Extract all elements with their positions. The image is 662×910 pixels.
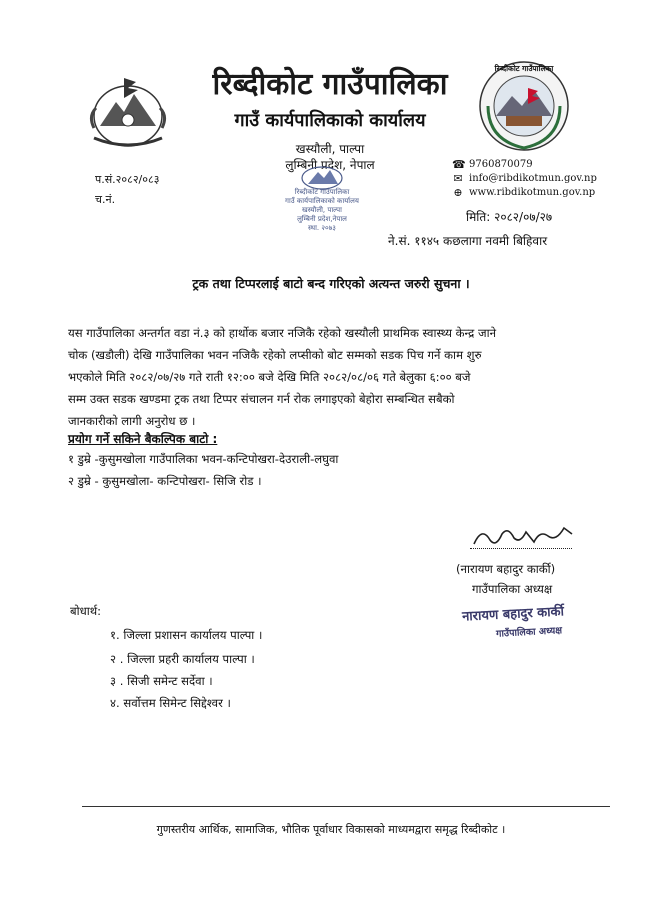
alternate-routes-heading: प्रयोग गर्ने सकिने बैकल्पिक बाटो : xyxy=(68,432,218,446)
signer-title: गाउँपालिका अध्यक्ष xyxy=(472,582,553,596)
body-line: यस गाउँपालिका अन्तर्गत वडा नं.३ को हार्थोक बजार नजिकै रहेको खस्यौली प्राथमिक स्वास्थ्य केन्द्र जाने xyxy=(68,326,497,340)
notice-body xyxy=(68,322,594,432)
location-line2: लुम्बिनी प्रदेश, नेपाल xyxy=(285,158,375,172)
cc-item: २ . जिल्ला प्रहरी कार्यालय पाल्पा । xyxy=(110,652,255,666)
official-stamp xyxy=(268,164,376,244)
date: मिति: २०८२/०७/२७ xyxy=(466,210,553,224)
body-line: जानकारीको लागी अनुरोध छ । xyxy=(68,414,196,428)
signer-name: (नारायण बहादुर कार्की) xyxy=(456,562,556,576)
contact-website xyxy=(452,186,595,199)
stamp-line1: रिब्दीकोट गाउँपालिका xyxy=(294,188,350,196)
footer-motto: गुणस्तरीय आर्थिक, सामाजिक, भौतिक पूर्वाधार विकासको माध्यमद्वारा समृद्ध रिब्दीकोट । xyxy=(156,823,506,836)
email-icon: ✉ xyxy=(453,172,463,185)
cc-item: ३ . सिजी समेन्ट सर्देवा । xyxy=(110,674,213,688)
stamp-emblem-icon xyxy=(296,164,348,190)
stamp-line4: लुम्बिनी प्रदेश,नेपाल xyxy=(297,215,347,223)
body-line: सम्म उक्त सडक खण्डमा ट्रक तथा टिप्पर संचालन गर्न रोक लगाइएको बेहोरा सम्बन्धित सबैको xyxy=(68,392,455,406)
office-name: गाउँ कार्यपालिकाको कार्यालय xyxy=(234,110,426,131)
name-stamp: नारायण बहादुर कार्की xyxy=(461,604,565,625)
alternate-route-item: १ डुम्रे -कुसुमखोला गाउँपालिका भवन-कन्टिपोखरा-देउराली-लघुवा xyxy=(68,452,339,466)
contact-phone xyxy=(452,158,533,171)
stamp-line2: गाउँ कार्यपालिकाको कार्यालय xyxy=(285,197,359,205)
email-address[interactable]: info@ribdikotmun.gov.np xyxy=(469,173,597,184)
municipality-logo-text: रिब्दीकोट गाउँपालिका xyxy=(494,64,554,73)
footer-divider xyxy=(82,806,610,807)
cc-item: ४. सर्वोत्तम सिमेन्ट सिद्देश्वर । xyxy=(110,696,231,710)
phone-icon: ☎ xyxy=(452,158,466,171)
subject-line: ट्रक तथा टिप्परलाई बाटो बन्द गरिएको अत्यन्त जरुरी सुचना । xyxy=(192,276,470,291)
signature-line xyxy=(470,548,572,549)
cc-item: १. जिल्ला प्रशासन कार्यालय पाल्पा । xyxy=(110,628,263,642)
globe-icon: ⊕ xyxy=(453,186,463,199)
reference-number: प.सं.२०८२/०८३ xyxy=(95,173,160,186)
stamp-line5: स्था. २०७३ xyxy=(308,224,336,232)
body-line: चोक (खडौली) देखि गाउँपालिका भवन नजिकै रहेको लप्सीको बोट सम्मको सडक पिच गर्ने काम शुरु xyxy=(68,348,482,362)
nepal-samvat-date: ने.सं. ११४५ कछलागा नवमी बिहिवार xyxy=(388,234,548,248)
website-link[interactable]: www.ribdikotmun.gov.np xyxy=(469,187,596,198)
alternate-route-item: २ डुम्रे - कुसुमखोला- कन्टिपोखरा- सिजि रोड । xyxy=(68,474,262,488)
contact-email xyxy=(452,172,597,185)
nepal-emblem-icon xyxy=(80,68,176,156)
stamp-line3: खस्यौली, पाल्पा xyxy=(302,206,342,214)
dispatch-number: च.नं. xyxy=(95,193,116,206)
handwritten-signature xyxy=(468,522,578,550)
body-line: भएकोले मिति २०८२/०७/२७ गते राती १२:०० बजे देखि मिति २०८२/०८/०६ गते बेलुका ६:०० बजे xyxy=(68,370,471,384)
location-line1: खस्यौली, पाल्पा xyxy=(295,142,365,156)
cc-heading: बोधार्थ: xyxy=(70,604,102,618)
phone-number: 9760870079 xyxy=(469,159,533,170)
org-name: रिब्दीकोट गाउँपालिका xyxy=(212,67,448,102)
title-stamp: गाउँपालिका अध्यक्ष xyxy=(495,625,563,640)
